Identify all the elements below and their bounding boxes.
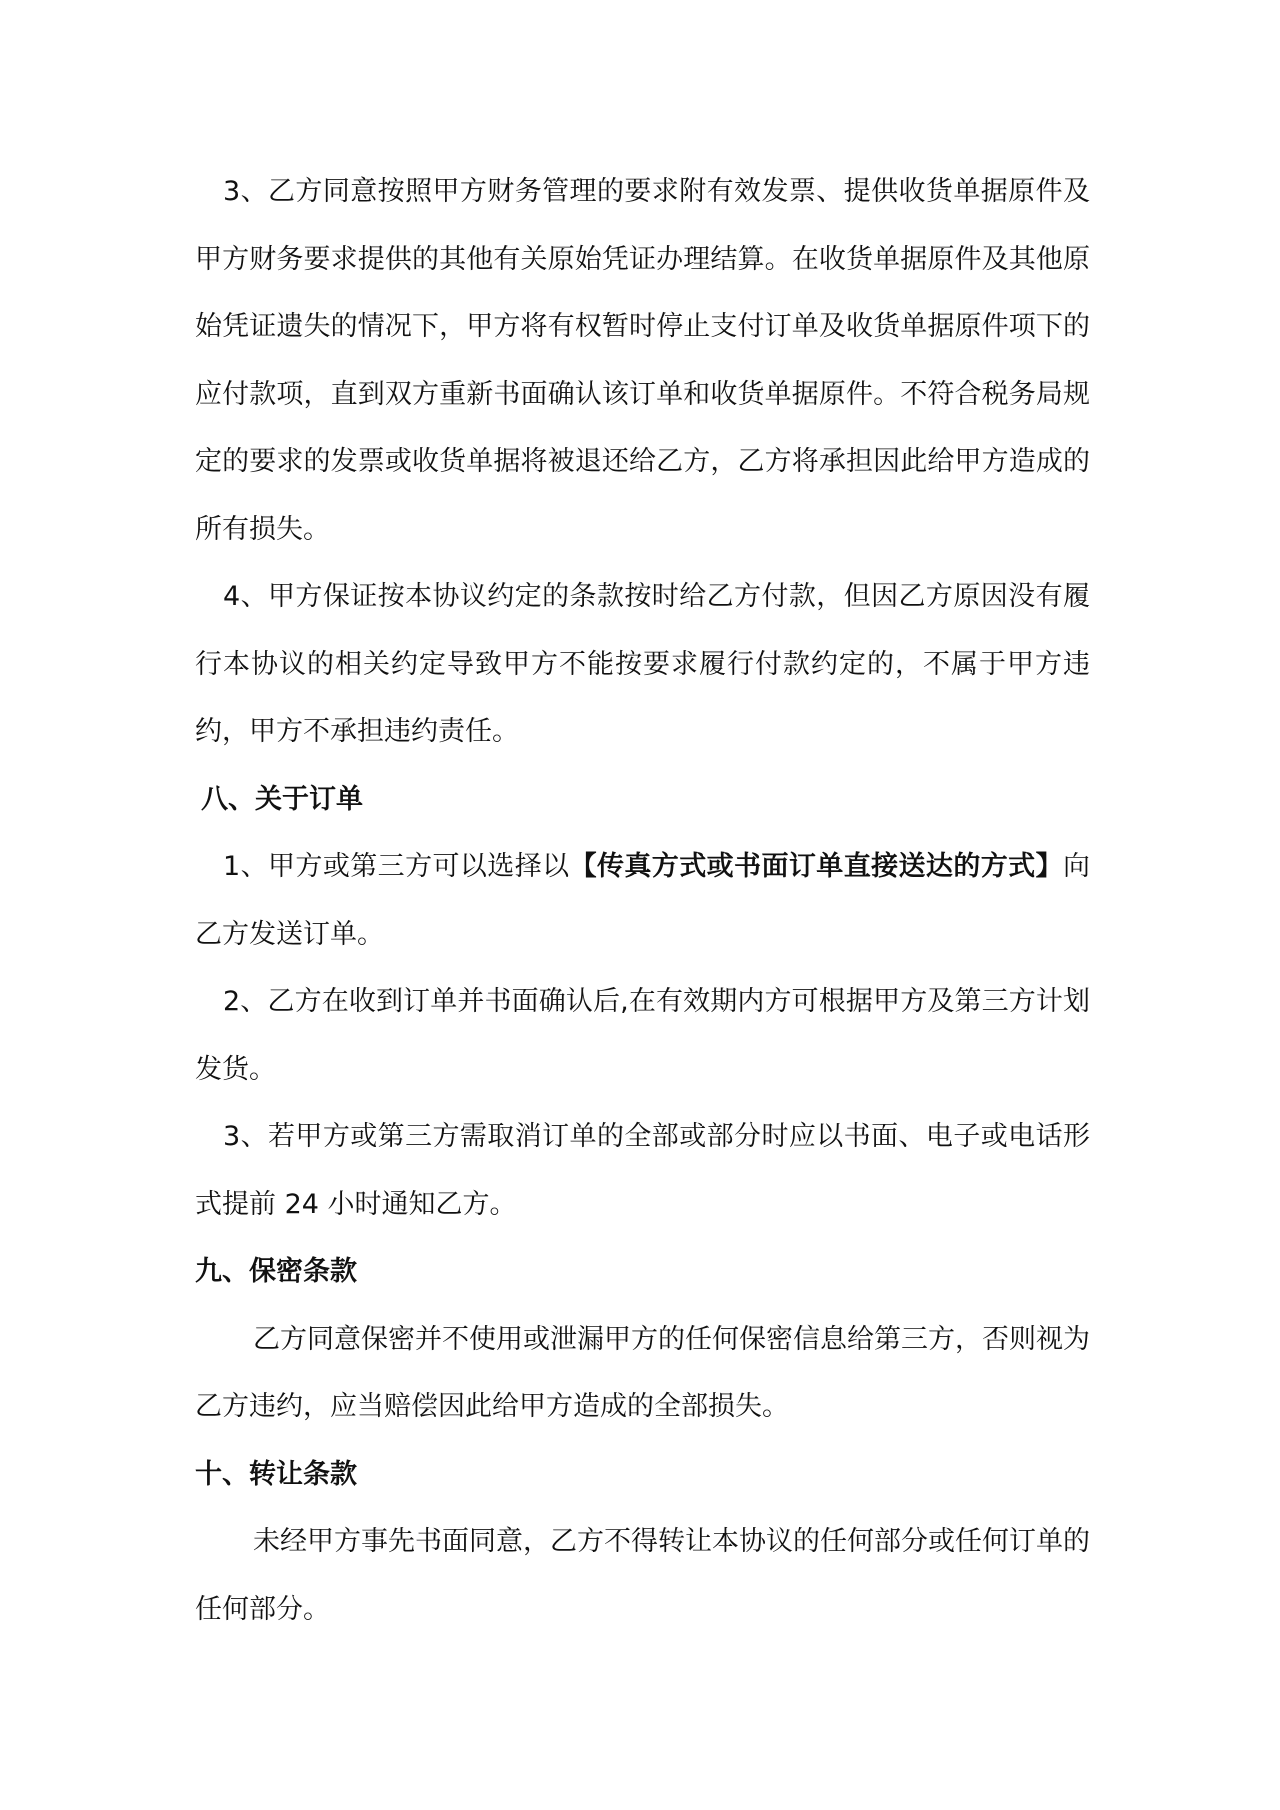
clause8-paragraph-1 bbox=[195, 833, 1090, 968]
clause8-p1-suffix: 向乙方发送订单。 bbox=[195, 851, 1091, 950]
document-page bbox=[195, 158, 1090, 1643]
clause8-p1-prefix: 1、甲方或第三方可以选择以 bbox=[223, 851, 570, 882]
clause10-heading: 十、转让条款 bbox=[195, 1458, 357, 1490]
clause8-p1-bold: 【传真方式或书面订单直接送达的方式】 bbox=[569, 851, 1064, 882]
clause8-paragraph-2: 2、乙方在收到订单并书面确认后,在有效期内方可根据甲方及第三方计划发货。 bbox=[195, 986, 1090, 1085]
clause9-paragraph-1: 乙方同意保密并不使用或泄漏甲方的任何保密信息给第三方，否则视为乙方违约，应当赔偿因此给甲方造成的全部损失。 bbox=[195, 1323, 1090, 1422]
clause9-heading: 九、保密条款 bbox=[195, 1256, 357, 1287]
clause8-paragraph-3: 3、若甲方或第三方需取消订单的全部或部分时应以书面、电子或电话形式提前 24 小时通知乙方。 bbox=[195, 1121, 1090, 1220]
clause7-paragraph-4: 4、甲方保证按本协议约定的条款按时给乙方付款，但因乙方原因没有履行本协议的相关约定导致甲方不能按要求履行付款约定的，不属于甲方违约，甲方不承担违约责任。 bbox=[195, 581, 1090, 747]
clause10-paragraph-1: 未经甲方事先书面同意，乙方不得转让本协议的任何部分或任何订单的任何部分。 bbox=[195, 1526, 1090, 1625]
clause7-paragraph-3: 3、乙方同意按照甲方财务管理的要求附有效发票、提供收货单据原件及甲方财务要求提供的其他有关原始凭证办理结算。在收货单据原件及其他原始凭证遗失的情况下，甲方将有权暂时停止支付订单及收货单据原件项下的应付款项，直到双方重新书面确认该订单和收货单据原件。不符合税务局规定的要求的发票或收货单据将被退还给乙方，乙方将承担因此给甲方造成的所有损失。 bbox=[195, 176, 1090, 545]
clause8-heading: 八、关于订单 bbox=[201, 783, 363, 815]
